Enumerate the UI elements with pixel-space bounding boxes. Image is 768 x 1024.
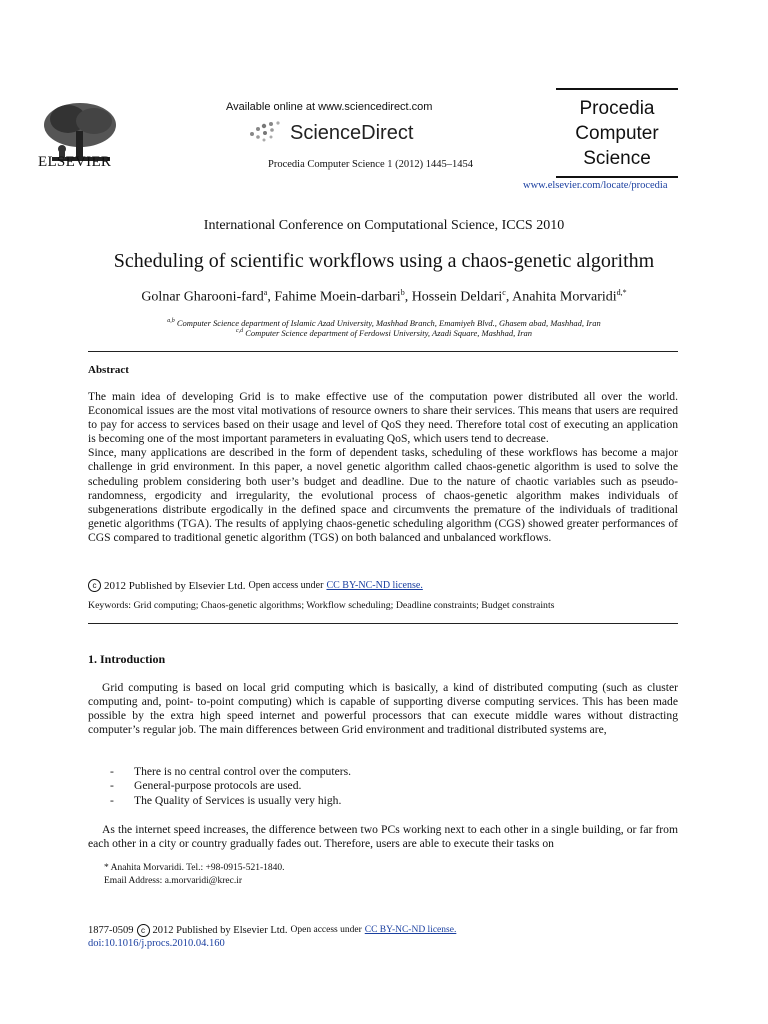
keywords: Keywords: Grid computing; Chaos-genetic algorithms; Workflow scheduling; Deadline constraints; Budget constraints — [88, 600, 555, 611]
affiliation-2 — [0, 328, 768, 338]
author-name: Anahita Morvaridi — [512, 289, 617, 305]
footer-open-access-text: Open access under — [290, 925, 362, 935]
copyright-icon: c — [88, 579, 101, 592]
procedia-line-1: Procedia — [579, 98, 655, 119]
sciencedirect-logo — [246, 118, 413, 148]
divider-top — [88, 351, 678, 352]
footnote-line: * Anahita Morvaridi. Tel.: +98-0915-521-1840. — [104, 863, 285, 873]
author-sup: b — [400, 288, 405, 297]
list-item — [110, 765, 351, 779]
affiliation-1 — [0, 318, 768, 328]
footnote-line: Email Address: a.morvaridi@krec.ir — [104, 875, 243, 886]
copyright-icon: c — [137, 924, 150, 937]
list-item-text: General-purpose protocols are used. — [134, 779, 302, 793]
affiliation-sup: c,d — [235, 328, 244, 335]
footer-copyright-text: 2012 Published by Elsevier Ltd. — [152, 925, 288, 936]
intro-text: Grid computing is based on local grid computing which is basically, a kind of distributed computing (such as cluster computing and, point- to-point computing) which is capable of supporting diverse computing services. This has been made possible by the extra high speed internet and powerful processors that can execute middle wares without distracting computer’s regular job. The main differences between Grid environment and traditional distributed systems are, — [88, 681, 678, 737]
bullet-marker: - — [110, 779, 114, 793]
footer-license-link[interactable]: CC BY-NC-ND license. — [364, 925, 457, 935]
author-name: Fahime Moein-darbari — [274, 289, 401, 305]
procedia-line-2: Computer — [575, 123, 659, 144]
abstract-copyright — [88, 579, 423, 592]
abstract-paragraph: The main idea of developing Grid is to make effective use of the computation power distributed all over the world. Economical issues are the most vital motivations of resource owners to share their services. This means that users are required to pay for access to services based on their usage and level of QoS they need. Therefore total cost of executing an application is becoming one of the most important parameters in evaluating QoS, which users tend to decrease. — [88, 390, 678, 446]
divider-bottom — [88, 623, 678, 624]
affiliation-sup: a,b — [167, 318, 175, 325]
list-item — [110, 794, 351, 808]
page-footer — [88, 924, 456, 950]
affiliation-text: Computer Science department of Ferdowsi University, Azadi Square, Mashhad, Iran — [245, 328, 533, 338]
conference-name: International Conference on Computational Science, ICCS 2010 — [203, 218, 565, 233]
section-heading-introduction: 1. Introduction — [88, 652, 166, 666]
abstract-paragraph: Since, many applications are described in the form of dependent tasks, scheduling of these workflows has become a major challenge in grid environment. In this paper, a novel genetic algorithm called chaos-genetic algorithm is used to solve the scheduling problem considering both user’s budget and deadline. Due to the nature of chaotic variables such as pseudo-randomness, ergodicity and irregularity, the evolutional process of chaos-genetic algorithm makes individuals of subgenerations distribute ergodically in the defined space and circumvents the premature of the individuals of traditional genetic algorithms (TGA). The results of applying chaos-genetic scheduling algorithm (CGS) showed greater performances of CGS compared to traditional genetic algorithm (TGS) on both balanced and unbalanced workflows. — [88, 446, 678, 544]
intro-paragraph-1 — [88, 681, 678, 737]
footer-copyright-row — [88, 924, 456, 937]
issn: 1877-0509 — [88, 925, 134, 936]
sciencedirect-dots-icon — [246, 120, 286, 146]
author-sup: a — [263, 288, 268, 297]
open-access-text: Open access under — [248, 580, 324, 591]
intro-bullet-list — [110, 765, 351, 808]
paper-title: Scheduling of scientific workflows using a chaos-genetic algorithm — [113, 250, 655, 272]
bullet-marker: - — [110, 793, 114, 807]
abstract-heading: Abstract — [88, 364, 129, 376]
author-list: Golnar Gharooni-fard$^a$, Fahime Moein-darbari$^b$, Hossein Deldari$^c$, Anahita Morvaridi$^{d,*}$ — [141, 288, 627, 305]
doi-link[interactable]: doi:10.1016/j.procs.2010.04.160 — [88, 938, 225, 949]
list-item-text: The Quality of Services is usually very high. — [134, 793, 342, 807]
procedia-journal-badge — [556, 88, 678, 178]
procedia-url-link[interactable]: www.elsevier.com/locate/procedia — [523, 180, 668, 191]
bullet-marker: - — [110, 765, 114, 778]
intro-paragraph-2 — [88, 823, 678, 851]
intro-text: As the internet speed increases, the difference between two PCs working next to each other in a single building, or far from each other in a city or country gradually fades out. Therefore, users are able to execute their tasks on — [88, 823, 678, 851]
author-name: Golnar Gharooni-fard — [141, 289, 264, 305]
corresponding-author-footnote — [104, 862, 285, 887]
author-sup: d,* — [616, 288, 627, 297]
journal-citation: Procedia Computer Science 1 (2012) 1445–1454 — [268, 159, 473, 170]
affiliation-text: Computer Science department of Islamic Azad University, Mashhad Branch, Emamiyeh Blvd., Ghasem abad, Mashhad, Iran — [176, 318, 601, 328]
license-link[interactable]: CC BY-NC-ND license. — [326, 580, 423, 591]
author-sup: c — [502, 288, 506, 297]
procedia-line-3: Science — [583, 148, 651, 169]
sciencedirect-wordmark: ScienceDirect — [290, 121, 414, 144]
available-online-text: Available online at www.sciencedirect.com — [226, 101, 433, 113]
publisher-name: ELSEVIER — [38, 154, 112, 170]
list-item — [110, 779, 351, 793]
list-item-text: There is no central control over the computers. — [134, 765, 351, 778]
abstract-body — [88, 390, 678, 545]
author-name: Hossein Deldari — [411, 289, 503, 305]
copyright-text: 2012 Published by Elsevier Ltd. — [104, 579, 246, 592]
